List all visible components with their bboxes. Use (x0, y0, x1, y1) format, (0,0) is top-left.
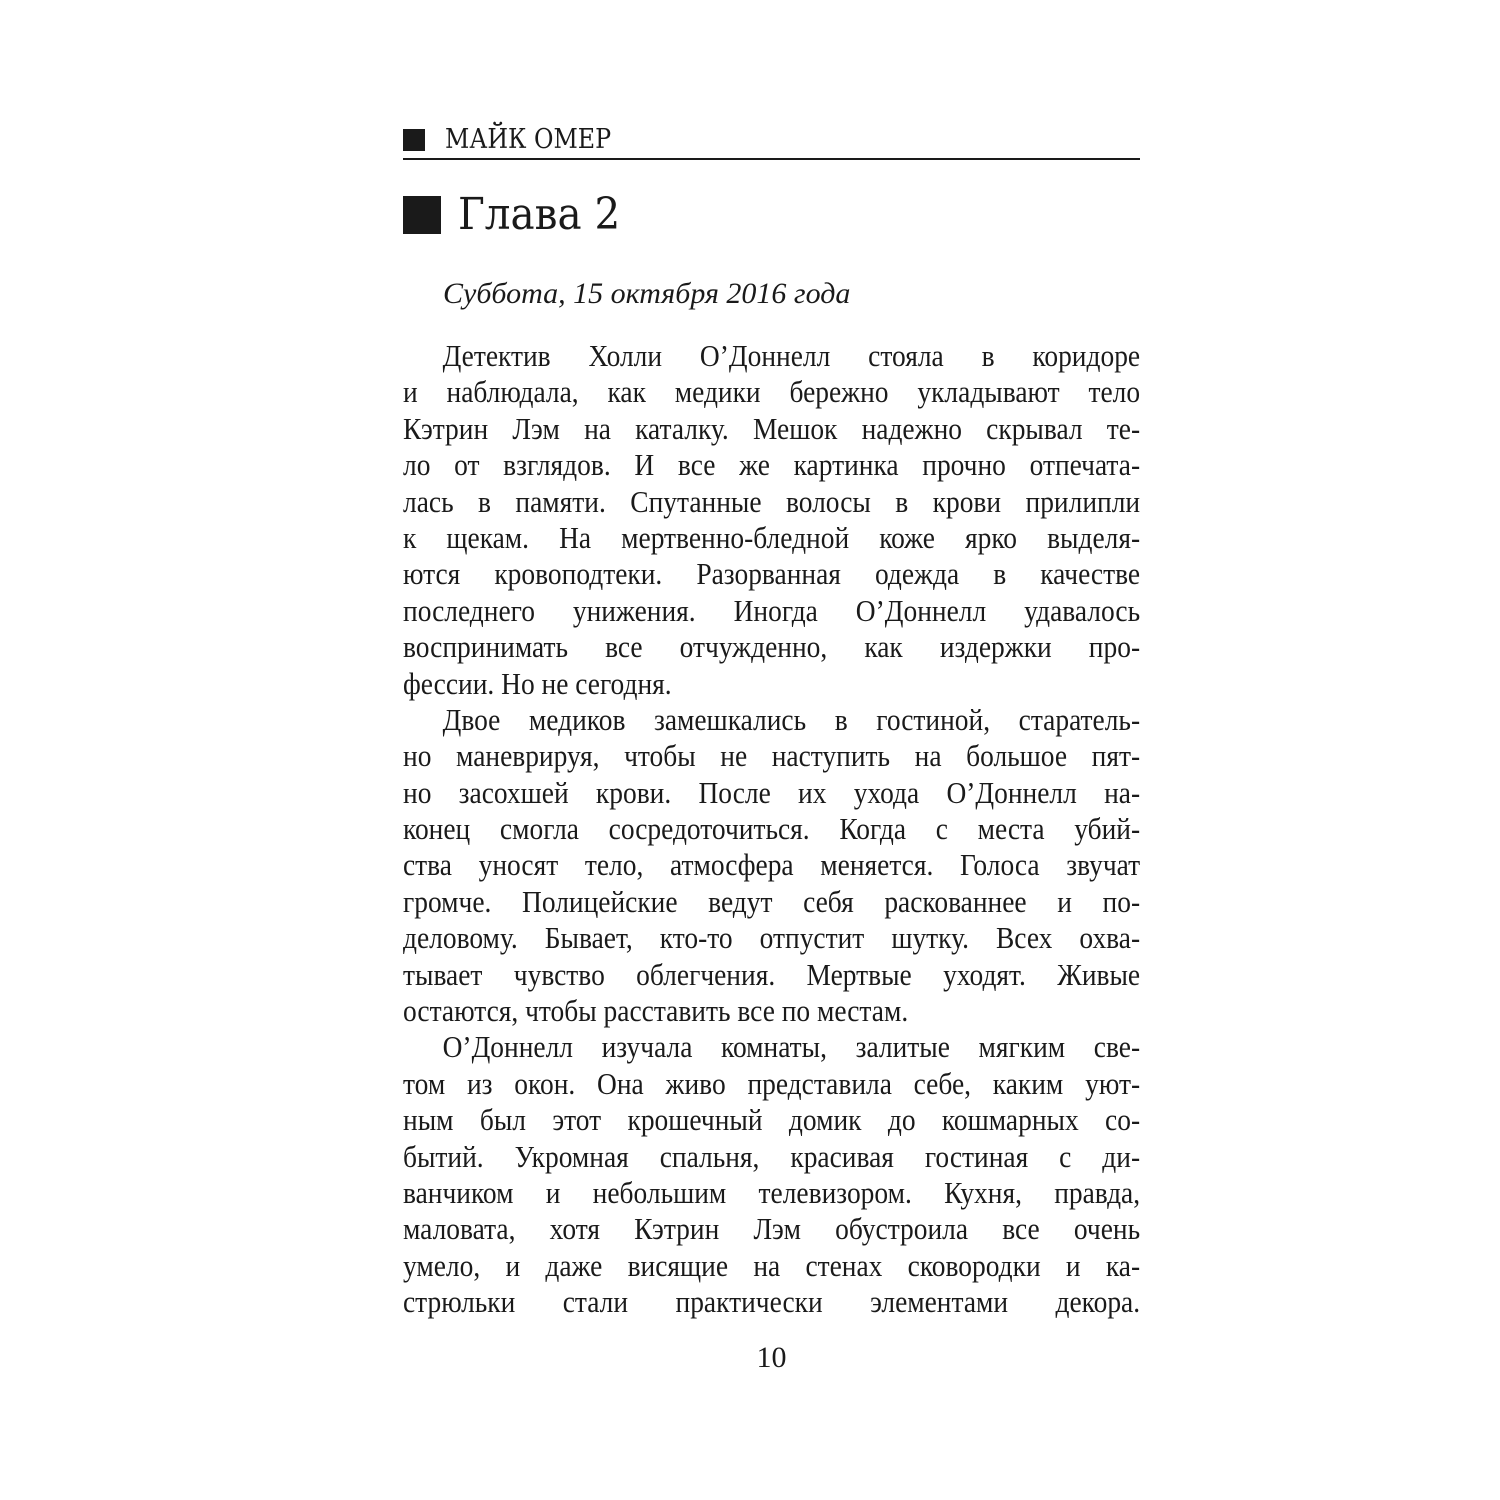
text-line: ным был этот крошечный домик до кошмарных со- (403, 1103, 1141, 1138)
square-bullet-icon (403, 196, 441, 234)
text-line: ло от взглядов. И все же картинка прочно отпечата- (403, 448, 1141, 483)
paragraph (403, 702, 1140, 1030)
text-line: умело, и даже висящие на стенах сковородки и ка- (403, 1248, 1141, 1283)
text-line: ванчиком и небольшим телевизором. Кухня, правда, (403, 1175, 1141, 1210)
body-text (403, 338, 1140, 1321)
text-line: конец смогла сосредоточиться. Когда с места убий- (403, 812, 1141, 847)
text-line: стрюльки стали практически элементами декора. (403, 1285, 1141, 1320)
text-line: но маневрируя, чтобы не наступить на большое пят- (403, 739, 1141, 774)
text-line: остаются, чтобы расставить все по местам. (403, 994, 909, 1029)
date-line: Суббота, 15 октября 2016 года (443, 277, 851, 310)
author-name: МАЙК ОМЕР (445, 124, 612, 155)
text-line: Кэтрин Лэм на каталку. Мешок надежно скрывал те- (403, 411, 1141, 446)
text-line: последнего унижения. Иногда О’Доннелл удавалось (403, 593, 1141, 628)
text-line: громче. Полицейские ведут себя раскованнее и по- (403, 884, 1141, 919)
text-line: лась в памяти. Спутанные волосы в крови прилипли (403, 484, 1141, 519)
text-line: тывает чувство облегчения. Мертвые уходят. Живые (403, 957, 1141, 992)
text-line: том из окон. Она живо представила себе, каким уют- (403, 1066, 1141, 1101)
text-line: ются кровоподтеки. Разорванная одежда в качестве (403, 557, 1141, 592)
text-line: к щекам. На мертвенно-бледной коже ярко выделя- (403, 520, 1141, 555)
running-head (403, 122, 1140, 160)
chapter-title: Глава 2 (458, 189, 621, 240)
text-line: фессии. Но не сегодня. (403, 666, 672, 701)
text-line: бытий. Укромная спальня, красивая гостиная с ди- (403, 1139, 1141, 1174)
chapter-heading (403, 189, 1140, 242)
text-line: О’Доннелл изучала комнаты, залитые мягким све- (442, 1030, 1141, 1065)
text-line: деловому. Бывает, кто-то отпустит шутку. Всех охва- (403, 921, 1141, 956)
text-line: маловата, хотя Кэтрин Лэм обустроила все очень (403, 1212, 1141, 1247)
text-line: Детектив Холли О’Доннелл стояла в коридоре (442, 339, 1141, 373)
paragraph (403, 338, 1140, 702)
book-page (403, 0, 1140, 1500)
square-bullet-icon (403, 129, 425, 151)
paragraph (403, 1029, 1140, 1320)
text-line: но засохшей крови. После их ухода О’Доннелл на- (403, 775, 1141, 810)
text-line: и наблюдала, как медики бережно укладывают тело (403, 375, 1141, 410)
text-line: воспринимать все отчужденно, как издержки про- (403, 630, 1141, 665)
text-line: Двое медиков замешкались в гостиной, старатель- (442, 702, 1141, 737)
text-line: ства уносят тело, атмосфера меняется. Голоса звучат (403, 848, 1141, 883)
page-number: 10 (756, 1341, 787, 1374)
